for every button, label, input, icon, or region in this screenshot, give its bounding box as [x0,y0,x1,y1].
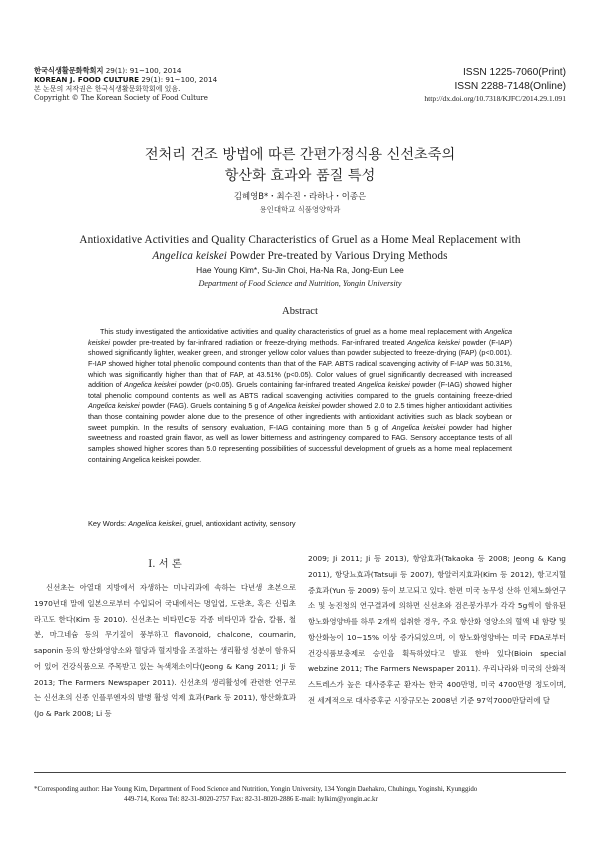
abstract-body [88,327,512,465]
journal-citation-ko [34,66,217,75]
affiliation-english: Department of Food Science and Nutrition, Yongin University [198,279,402,288]
keywords-list: , gruel, antioxidant activity, sensory [181,519,296,528]
keywords-label: Key Words: [88,519,129,528]
species-name: Angelica keiskei [357,380,410,390]
intro-right-column: 2009; Ji 2011; Ji 등 2013), 항암효과(Takaoka 등 2008; Jeong & Kang 2011), 항당뇨효과(Tatsuji 등 2007), 항알러지효과(Kim 등 2012), 항고지혈증효과(Yun 등 2009) 등이 보고되고 있다. 한편 미국 농무성 산하 인체노화연구소 및 농진청의 연구결과에 의하면 신선초와 검은봉가루가 각각 5g씩이 함유된 항노화영양바를 하루 2개씩 섭취한 경우, 주요 항산화 영양소의 혈액 내 함량 및 항산화능이 10~15% 이상 증가되었으며, 이 항노화영양바는 미국 FDA로부터 건강식품보충제로 승인을 획득하였다고 발표 한바 있다(Bioin special webzine 2011; The Farmers Newspaper 2011). 우리나라와 미국의 산화적 스트레스가 높은 대사증후군 환자는 한국 400만명, 미국 4700만명 정도이며, 전 세계적으로 대사증후군 시장규모는 2008년 기준 97억7000만달러에 달 [308,554,566,706]
authors-english: Hae Young Kim*, Su-Jin Choi, Ha-Na Ra, Jong-Eun Lee [196,265,404,275]
journal-issue-ko: 29(1): 91~100, 2014 [103,66,182,75]
copyright-ko: 본 논문의 저작권은 한국식생활문화학회에 있음. [34,84,181,93]
issn-block [424,66,566,104]
title-english [0,233,600,264]
abstract-text: This study investigated the antioxidative activities and quality characteristics of gruel as a home meal replacement with [100,327,485,336]
abstract-text: powder pre-treated by far-infrared radiation or freeze-drying methods. Far-infrared treated [109,337,408,347]
title-korean-line1: 전처리 건조 방법에 따른 간편가정식용 신선초죽의 [144,147,456,163]
affiliation-korean: 용인대학교 식품영양학과 [259,205,341,214]
abstract-heading: Abstract [282,306,318,317]
corresponding-author-footnote [34,785,566,805]
abstract-text: powder had higher sweetness and roasted grain flavor, as well as lower bitterness and astringency compared to FAG. Sensory acceptance tests of all samples showed higher scores than 5.0 representing possibilities of successful development of gruels as a home meal replacement containing Angelica keiskei powder. [88,422,512,464]
species-name: Angelica keiskei [88,327,512,347]
species-name: Angelica keiskei [407,337,460,347]
footnote-line2: 449-714, Korea Tel: 82-31-8020-2757 Fax: 82-31-8020-2886 E-mail: hylkim@yongin.ac.kr [124,796,378,803]
issn-print: ISSN 1225-7060(Print) [462,67,566,78]
species-name: Angelica keiskei [88,401,140,411]
abstract-text: powder showed 2.0 to 2.5 times higher antioxidant activities than those containing powder alone due to the presence of other ingredients with antioxidant activities such as black soybean or sweet pumpkin. In the results of sensory evaluation, F-IAG containing more than 5 g of [88,401,513,432]
title-korean-line2: 항산화 효과와 품질 특성 [224,167,376,184]
issn-online: ISSN 2288-7148(Online) [454,80,566,92]
species-name: Angelica keiskei [391,422,446,432]
title-korean [0,145,600,186]
title-english-line2 [0,249,600,265]
species-name: Angelica keiskei [152,249,228,262]
title-english-line2-rest: Powder Pre-treated by Various Drying Methods [227,249,448,262]
keywords [88,519,512,528]
doi-link[interactable]: http://dx.doi.org/10.7318/KJFC/2014.29.1.091 [424,94,566,104]
journal-name-en: KOREAN J. FOOD CULTURE [34,75,140,85]
abstract-text: powder (F-IAG) showed higher total phenolic compound contents as well as ABTS radical scavenging activities compared to the gruels containing freeze-dried [88,380,512,400]
species-name: Angelica keiskei [124,380,177,390]
journal-citation-en [34,75,217,84]
species-name: Angelica keiskei [128,519,182,528]
footnote-line1: *Corresponding author: Hae Young Kim, Department of Food Science and Nutrition, Yongin University, 134 Yongin Daehakro, Chuhingu, Yoginshi, Kyunggido [34,786,478,793]
journal-header [34,66,217,104]
section-heading-introduction: I. 서 론 [148,559,182,570]
abstract-text: powder (F-IAP) showed significantly lighter, weaker green, and stronger yellow color values than powder subjected to freeze-drying (FAP) (p<0.001). F-IAP showed higher total phenolic compound contents than that of the FAP. ABTS radical scavenging activity of F-IAP was 50.31%, which was significantly higher than that of FAP, at 43.51% (p<0.05). Color values of gruel significantly decreased with increased addition of [88,337,512,390]
intro-left-column: 신선초는 아열대 지방에서 자생하는 미나리과에 속하는 다년생 초본으로 1970년대 말에 일본으로부터 수입되어 국내에서는 명일엽, 도란초, 혹은 신립초라고도 한다(Kim 등 2010). 신선초는 비타민C등 각종 비타민과 칼슘, 칼륨, 철분, 마그네슘 등의 무기질이 풍부하고 flavonoid, chalcone, coumarin, saponin 등의 항산화영양소와 혈당과 혈지방을 조절하는 생리활성 성분이 함유되어 있어 건강식품으로 주목받고 있는 녹색채소이다(Jeong & Kang 2011; Ji 등 2013; The Farmers Newspaper 2011). 신선초의 생리활성에 관련한 연구로는 신선초의 신종 인플루엔자의 발병 활성 억제 효과(Park 등 2011), 항산화효과(Jo & Park 2008; Li 등 [34,583,296,719]
copyright-en: Copyright © The Korean Society of Food Culture [34,94,208,103]
abstract-text: powder (FAG). Gruels containing 5 g of [139,401,269,411]
journal-issue-en: 29(1): 91~100, 2014 [139,75,218,85]
title-english-line1: Antioxidative Activities and Quality Characteristics of Gruel as a Home Meal Replacement with [79,234,521,246]
journal-name-ko: 한국식생활문화학회지 [34,66,104,75]
authors-korean: 김혜영B*・최수진・라하나・이종은 [233,191,367,201]
species-name: Angelica keiskei [268,401,320,411]
footnote-divider [34,772,566,773]
abstract-text: powder (p<0.05). Gruels containing far-infrared treated [176,380,358,390]
